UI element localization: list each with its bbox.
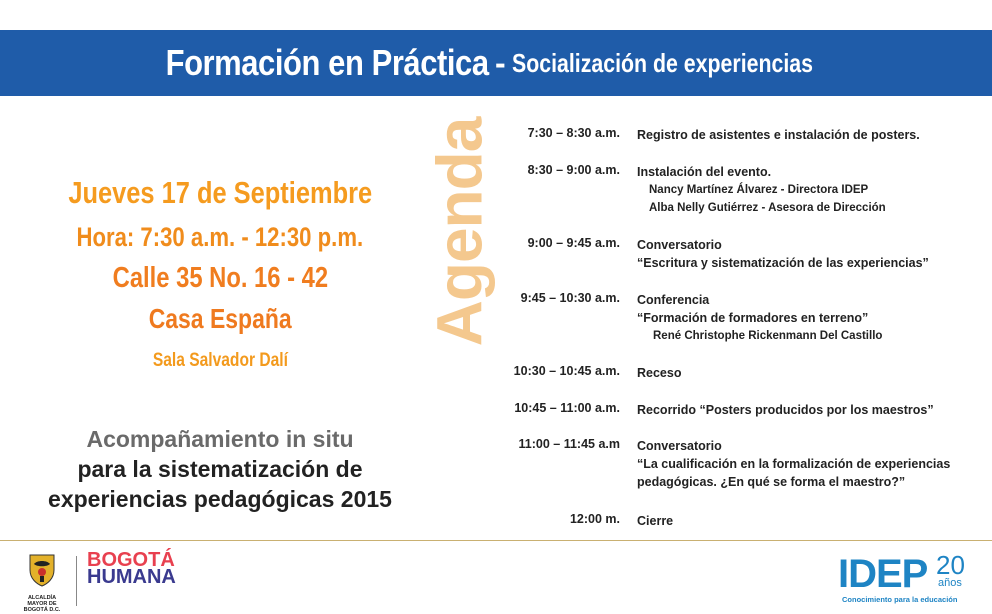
logo-divider <box>76 556 77 606</box>
event-room: Sala Salvador Dalí <box>152 350 288 371</box>
header-title: Formación en Práctica <box>165 42 489 83</box>
agenda-title: Conferencia <box>637 293 710 307</box>
alcaldia-caption: ALCALDÍA MAYOR DE BOGOTÁ D.C. <box>23 595 61 613</box>
agenda-desc <box>637 437 987 491</box>
event-address: Calle 35 No. 16 - 42 <box>112 262 328 294</box>
agenda-title: Conversatorio <box>637 439 722 453</box>
agenda-desc <box>637 291 987 345</box>
agenda-title: Registro de asistentes e instalación de posters. <box>637 128 920 142</box>
agenda-desc <box>637 364 987 382</box>
idep-tagline: Conocimiento para la educación <box>842 595 958 604</box>
agenda-time: 9:00 – 9:45 a.m. <box>527 236 620 250</box>
agenda-speaker: Alba Nelly Gutiérrez - Asesora de Dirección <box>649 202 886 214</box>
agenda-time: 10:45 – 11:00 a.m. <box>514 401 620 415</box>
agenda-time: 10:30 – 10:45 a.m. <box>513 364 620 378</box>
event-time: Hora: 7:30 a.m. - 12:30 p.m. <box>76 222 364 252</box>
agenda-time: 9:45 – 10:30 a.m. <box>520 291 620 305</box>
idep-anniversary-years: años <box>938 577 962 589</box>
footer-logos <box>18 549 176 613</box>
agenda-desc <box>637 512 987 530</box>
event-date: Jueves 17 de Septiembre <box>68 175 372 210</box>
agenda-desc <box>637 401 987 419</box>
footer-divider <box>0 540 992 541</box>
bogota-humana-logo <box>87 549 176 588</box>
agenda-topic: “Escritura y sistematización de las experiencias” <box>637 256 929 270</box>
program-line-1: Acompañamiento in situ <box>86 426 354 452</box>
alcaldia-logo <box>18 552 66 613</box>
agenda-desc <box>637 236 987 272</box>
bogota-word: BOGOTÁ <box>87 549 175 571</box>
agenda-desc <box>637 126 987 144</box>
program-line-3: experiencias pedagógicas 2015 <box>48 486 392 512</box>
header-separator: - <box>494 44 506 81</box>
agenda-vertical-label: Agenda <box>423 117 495 347</box>
program-line-2: para la sistematización de <box>77 456 363 482</box>
agenda-title: Receso <box>637 366 682 380</box>
agenda-speaker: Nancy Martínez Álvarez - Directora IDEP <box>649 184 869 196</box>
agenda-topic: “Formación de formadores en terreno” <box>637 311 869 325</box>
idep-anniversary-number: 20 <box>936 550 965 580</box>
coat-of-arms-icon <box>27 552 57 588</box>
agenda-title: Instalación del evento. <box>637 165 772 179</box>
agenda-speaker: René Christophe Rickenmann Del Castillo <box>653 330 883 342</box>
agenda-time: 8:30 – 9:00 a.m. <box>527 163 620 177</box>
agenda-time: 7:30 – 8:30 a.m. <box>527 126 620 140</box>
header-banner <box>0 30 992 96</box>
agenda-time: 12:00 m. <box>569 512 620 526</box>
agenda-time: 11:00 – 11:45 a.m <box>518 437 620 451</box>
idep-logo <box>838 552 978 608</box>
idep-wordmark: IDEP <box>838 552 928 596</box>
humana-word: HUMANA <box>87 566 176 588</box>
agenda-title: Cierre <box>637 514 674 528</box>
header-subtitle: Socialización de experiencias <box>511 47 813 78</box>
agenda-title: Recorrido “Posters producidos por los maestros” <box>637 403 934 417</box>
event-venue: Casa España <box>148 303 292 334</box>
agenda-topic: “La cualificación en la formalización de experiencias <box>637 457 951 471</box>
agenda-topic: pedagógicas. ¿En qué se forma el maestro?” <box>637 475 906 489</box>
agenda-title: Conversatorio <box>637 238 722 252</box>
agenda-desc <box>637 163 987 217</box>
